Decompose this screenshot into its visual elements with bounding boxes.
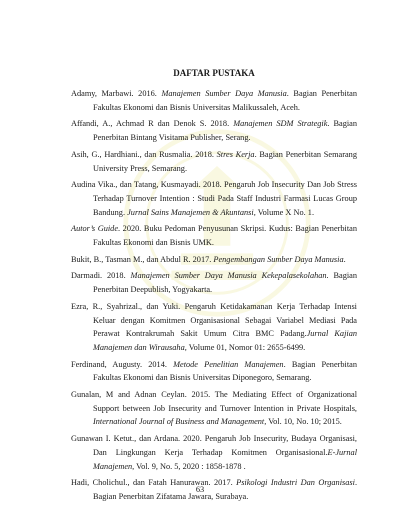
- reference-entry: Darmadi. 2018. Manajemen Sumber Daya Manusia Kekepalasekolahan. Bagian Penerbitan Deepublish, Yogyakarta.: [71, 271, 358, 295]
- reference-entry: Gunalan, M and Adnan Ceylan. 2015. The Mediating Effect of Organizational Support between Job Insecurity and Turnover Intention in Private Hospitals, International Journal of Business and Management, Vol. 10, No. 10; 2015.: [71, 390, 357, 427]
- reference-entry: Adamy, Marbawi. 2016. Manajemen Sumber Daya Manusia. Bagian Penerbitan Fakultas Ekonomi dan Bisnis Universitas Malikussaleh, Aceh.: [71, 89, 357, 112]
- reference-entry: Ezra, R., Syahrizal., dan Yuki. Pengaruh Ketidakamanan Kerja Terhadap Intensi Keluar dengan Komitmen Organisasional Sebagai Variabel Mediasi Pada Perawat Kontrakrumah Sakit Umum Citra BMC Padang.Jurnal Kajian Manajemen dan Wirausaha, Volume 01, Nomor 01: 2655-6499.: [71, 301, 357, 352]
- reference-entry: Ferdinand, Augusty. 2014. Metode Penelitian Manajemen. Bagian Penerbitan Fakultas Ekonomi dan Bisnis Universitas Diponegoro, Semarang.: [71, 359, 357, 383]
- reference-list: [71, 87, 357, 507]
- reference-entry: Autor’s Guide. 2020. Buku Pedoman Penyusunan Skripsi. Kudus: Bagian Penerbitan Fakultas Ekonomi dan Bisnis UMK.: [71, 224, 357, 248]
- page-number: 63: [195, 485, 205, 494]
- reference-entry: Asih, G., Hardhiani., dan Rusmalia. 2018. Stres Kerja. Bagian Penerbitan Semarang University Press, Semarang.: [71, 149, 357, 173]
- reference-entry: Hadi, Cholichul., dan Fatah Hanurawan. 2017. Psikologi Industri Dan Organisasi. Bagian Penerbitan Zifatama Jawara, Surabaya.: [71, 478, 358, 501]
- page-title: DAFTAR PUSTAKA: [173, 68, 255, 78]
- reference-entry: Bukit, B., Tasman M., dan Abdul R. 2017. Pengembangan Sumber Daya Manusia.: [71, 254, 346, 264]
- reference-entry: Affandi, A., Achmad R dan Denok S. 2018. Manajemen SDM Strategik. Bagian Penerbitan Bintang Visitama Publisher, Serang.: [71, 119, 357, 143]
- reference-entry: Audina Vika., dan Tatang, Kusmayadi. 2018. Pengaruh Job Insecurity Dan Job Stress Terhadap Turnover Intention : Studi Pada Staff Industri Farmasi Lucas Group Bandung. Jurnal Sains Manajemen & Akuntansi, Volume X No. 1.: [71, 180, 357, 217]
- reference-entry: Gunawan I. Ketut., dan Ardana. 2020. Pengaruh Job Insecurity, Budaya Organisasi, Dan Lingkungan Kerja Terhadap Komitmen Organisasional.E-Jurnal Manajemen, Vol. 9, No. 5, 2020 : 1858-1878 .: [71, 434, 357, 471]
